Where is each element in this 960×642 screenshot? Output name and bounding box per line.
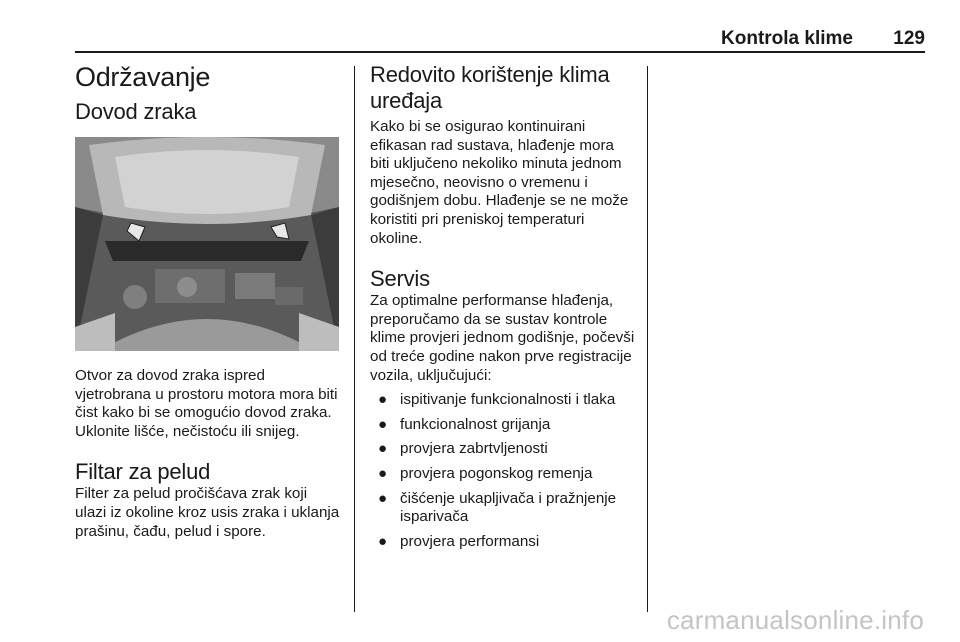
subsection-title-filtar-za-pelud: Filtar za pelud — [75, 459, 211, 485]
bullet-icon: ● — [378, 440, 388, 458]
list-item — [370, 490, 635, 527]
paragraph-filtar-za-pelud: Filter za pelud pročišćava zrak koji ulazi iz okoline kroz usis zraka i uklanja prašinu, čađu, pelud i spore. — [75, 485, 340, 540]
list-item-text: provjera pogonskog remenja — [400, 464, 593, 482]
section-title-odrzavanje: Održavanje — [75, 62, 211, 92]
page-header — [75, 28, 925, 50]
section-title-redovito-koristenje: Redovito korištenje klima uređaja — [370, 62, 610, 113]
list-item-text: ispitivanje funkcionalnosti i tlaka — [400, 391, 616, 409]
bullet-icon: ● — [378, 489, 388, 507]
list-item-text: čišćenje ukapljivača i pražnjenje isparivača — [400, 489, 617, 526]
section-title-servis: Servis — [370, 266, 430, 292]
column-divider-right — [647, 66, 648, 612]
list-item-text: provjera zabrtvljenosti — [400, 440, 548, 458]
list-item-text: funkcionalnost grijanja — [400, 415, 551, 433]
bullet-icon: ● — [378, 391, 388, 409]
list-item — [370, 416, 635, 435]
list-item — [370, 465, 635, 484]
header-title: Kontrola klime — [721, 28, 853, 49]
watermark: carmanualsonline.info — [666, 605, 924, 635]
subsection-title-dovod-zraka: Dovod zraka — [75, 99, 197, 124]
paragraph-dovod-zraka: Otvor za dovod zraka ispred vjetrobrana u prostoru motora mora biti čist kako bi se omogućio dovod zraka. Uklonite lišće, nečistoću ili snijeg. — [75, 367, 338, 440]
paragraph-redovito-koristenje: Kako bi se osigurao kontinuirani efikasan rad sustava, hlađenje mora biti uključeno nekoliko minuta jednom mjesečno, neovisno o vremenu i godišnjem dobu. Hlađenje se ne može koristiti pri preniskoj temperaturi okoline. — [370, 118, 629, 247]
bullet-icon: ● — [378, 415, 388, 433]
list-item — [370, 533, 635, 552]
engine-bay-photo-icon — [75, 137, 339, 351]
left-column — [75, 62, 340, 541]
service-checklist — [370, 391, 635, 551]
list-item-text: provjera performansi — [400, 532, 540, 550]
paragraph-servis: Za optimalne performanse hlađenja, preporučamo da se sustav kontrole klime provjeri jednom godišnje, počevši od treće godine nakon prve registracije vozila, uključujući: — [370, 292, 635, 384]
bullet-icon: ● — [378, 532, 388, 550]
column-divider-left — [354, 66, 355, 612]
bullet-icon: ● — [378, 464, 388, 482]
page-number: 129 — [893, 28, 925, 49]
list-item — [370, 391, 635, 410]
header-rule — [75, 51, 925, 53]
right-column — [370, 62, 635, 557]
list-item — [370, 440, 635, 459]
